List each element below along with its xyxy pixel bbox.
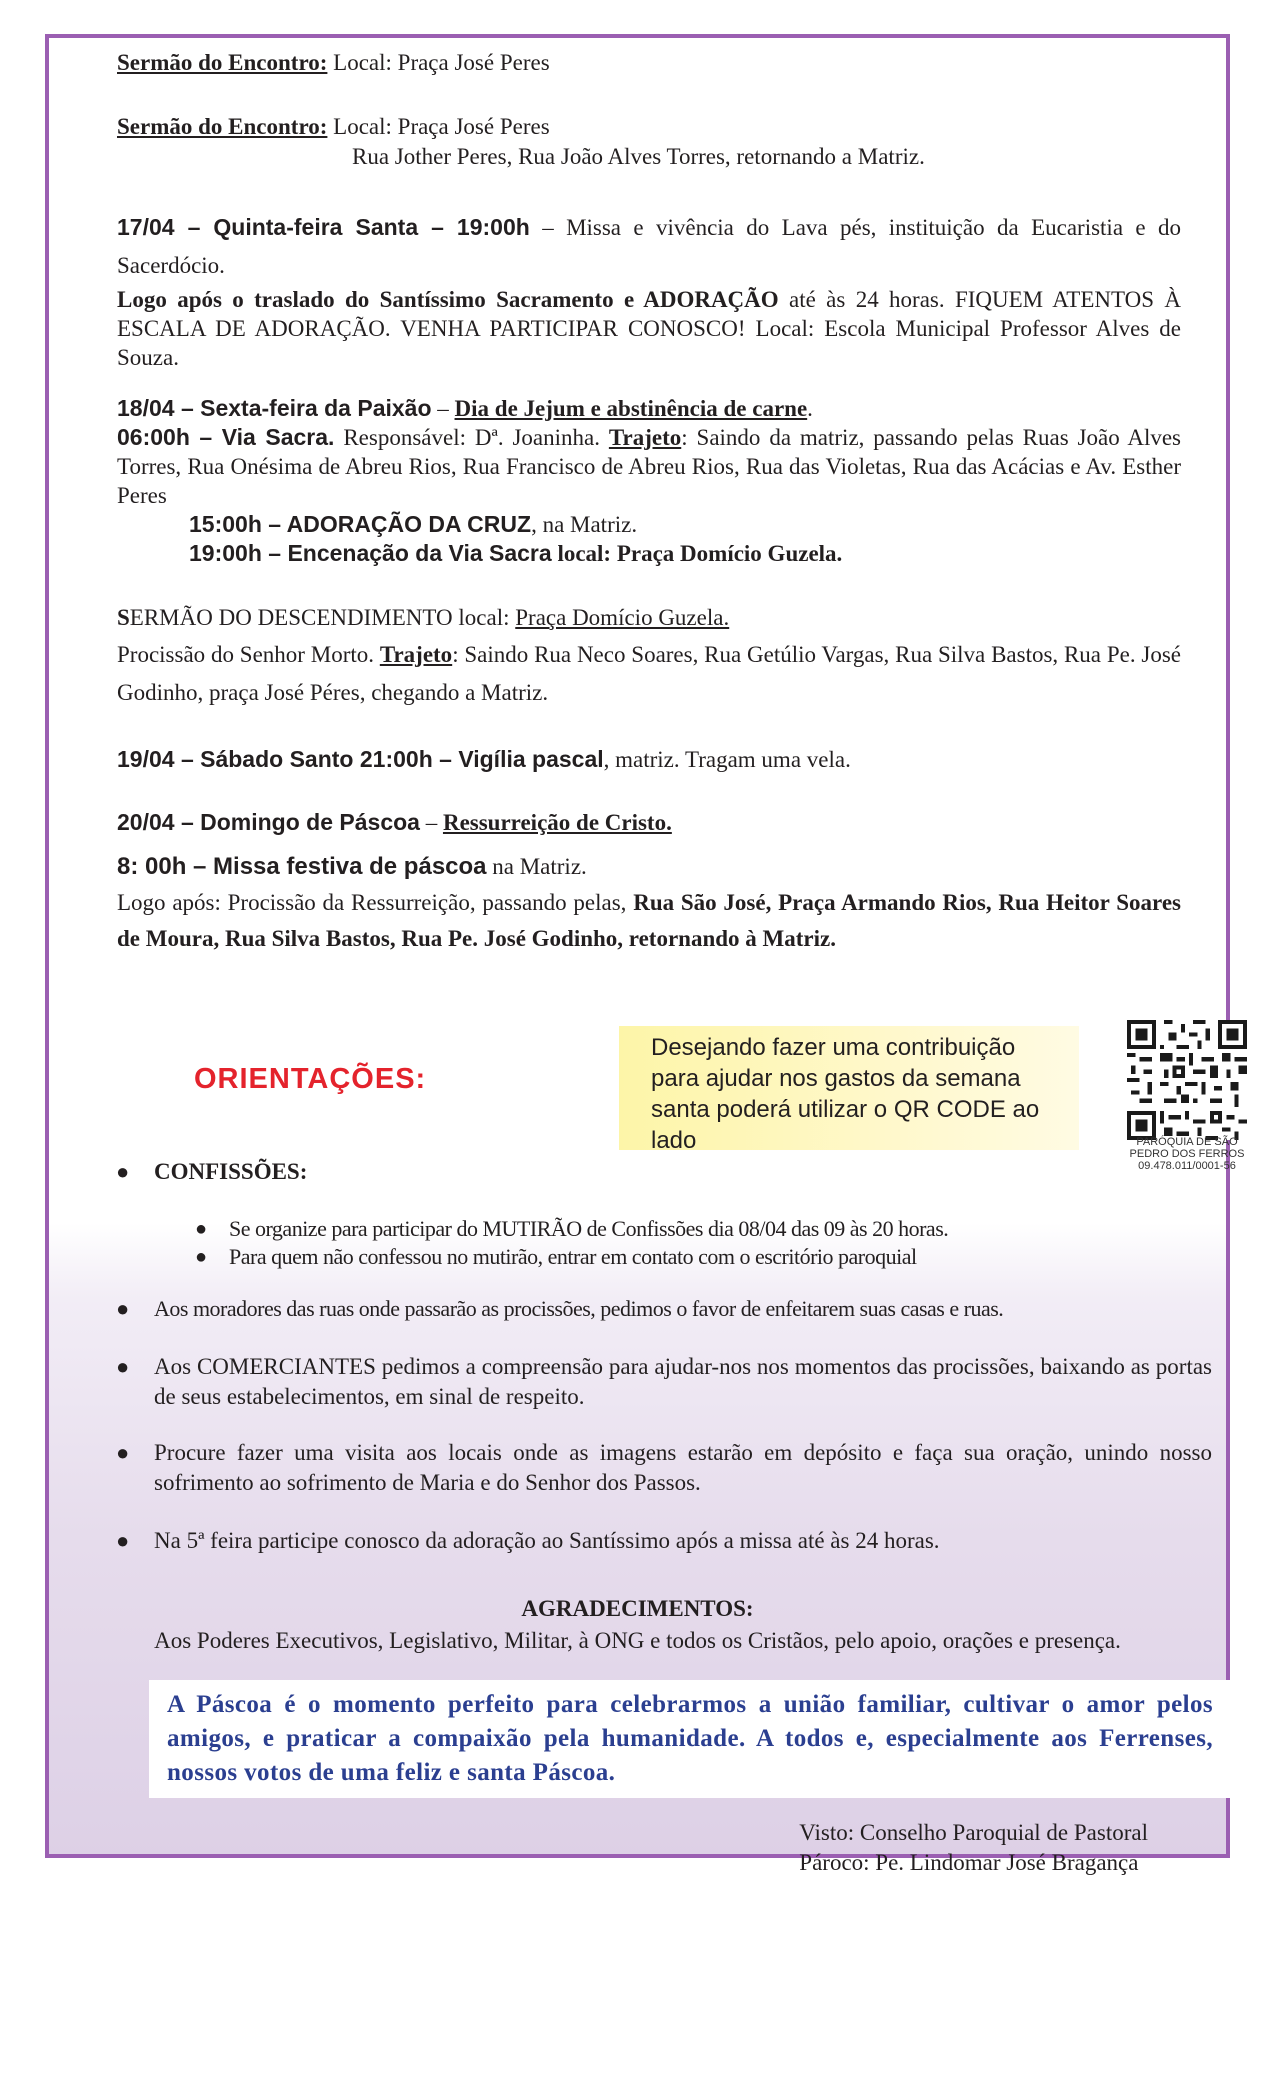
quinta-text: – Missa e vivência do Lava pés, instituição da Eucaristia e do Sacerdócio. bbox=[117, 215, 1181, 278]
adoracao-cruz: 15:00h – ADORAÇÃO DA CRUZ bbox=[189, 511, 532, 537]
bullet-sub-mutirao bbox=[195, 1214, 949, 1244]
encenacao-text: local: Praça Domício Guzela. bbox=[551, 541, 843, 566]
sermao-label: Sermão do Encontro: bbox=[117, 114, 328, 139]
bullet-comerciantes bbox=[116, 1352, 1212, 1412]
qr-caption-line: PEDRO DOS FERROS bbox=[1129, 1148, 1245, 1160]
trajeto-label: Trajeto bbox=[608, 425, 682, 450]
donation-box: Desejando fazer uma contribuição para ajudar nos gastos da semana santa poderá utilizar o QR CODE ao lado bbox=[619, 1026, 1079, 1150]
via-sacra-text: Responsável: Dª. Joaninha. bbox=[334, 425, 609, 450]
bullet-dot: ● bbox=[116, 1159, 130, 1184]
sabado-text: , matriz. Tragam uma vela. bbox=[603, 747, 851, 772]
sabado-block bbox=[117, 744, 1181, 775]
bullet-dot: ● bbox=[116, 1354, 130, 1379]
trajeto-label: Trajeto bbox=[379, 642, 453, 667]
adoracao-text: , na Matriz. bbox=[531, 512, 638, 537]
sermao-first-letter: S bbox=[117, 605, 130, 630]
sexta-feira-block bbox=[117, 394, 1181, 568]
page-frame bbox=[45, 34, 1245, 1875]
quinta-feira-block bbox=[117, 208, 1181, 372]
qr-code-icon[interactable] bbox=[1127, 1020, 1247, 1140]
mutirao-text: Se organize para participar do MUTIRÃO de Confissões dia 08/04 das 09 às 20 horas. bbox=[229, 1216, 949, 1241]
quinta-text2: até às 24 horas. FIQUEM ATENTOS À ESCALA DE ADORAÇÃO. VENHA PARTICIPAR CONOSCO! Local: Escola Municipal Professor Alves de Souza. bbox=[117, 287, 1181, 370]
qr-caption-line: 09.478.011/0001-56 bbox=[1138, 1160, 1236, 1172]
via-sacra-time: 06:00h – Via Sacra. bbox=[117, 424, 335, 450]
quinta-heading: 17/04 – Quinta-feira Santa – 19:00h bbox=[117, 214, 530, 240]
sermao-route: Rua Jother Peres, Rua João Alves Torres, retornando a Matriz. bbox=[352, 144, 925, 169]
bullet-visita bbox=[116, 1438, 1212, 1498]
after-route: Rua São José, Praça Armando Rios, Rua Heitor Soares de Moura, Rua Silva Bastos, Rua Pe. José Godinho, retornando à Matriz. bbox=[117, 890, 1181, 951]
signature-line: Visto: Conselho Paroquial de Pastoral bbox=[799, 1820, 1148, 1845]
sabado-heading: 19/04 – Sábado Santo 21:00h – Vigília pascal bbox=[117, 746, 604, 772]
bullet-dot: ● bbox=[195, 1218, 207, 1240]
descendimento-block bbox=[117, 600, 1181, 712]
bullet-moradores bbox=[116, 1294, 1004, 1324]
agradecimentos-title: AGRADECIMENTOS: bbox=[521, 1596, 754, 1621]
sermao-descendimento: ERMÃO DO DESCENDIMENTO local: bbox=[129, 605, 516, 630]
sermao-encontro-1 bbox=[117, 48, 1181, 78]
procissao-text: Procissão do Senhor Morto. bbox=[117, 642, 380, 667]
sermao-label: Sermão do Encontro: bbox=[117, 50, 328, 75]
orientacoes-title: ORIENTAÇÕES: bbox=[194, 1063, 427, 1095]
bullet-confissoes bbox=[116, 1157, 308, 1187]
jejum-text: Dia de Jejum e abstinência de carne bbox=[454, 396, 808, 421]
signature bbox=[799, 1818, 1148, 1878]
bullet-quinta-feira bbox=[116, 1526, 940, 1556]
domingo-block bbox=[117, 804, 1181, 957]
qr-caption bbox=[1111, 1136, 1263, 1172]
sermao-location: Local: Praça José Peres bbox=[327, 114, 550, 139]
confissoes-label: CONFISSÕES: bbox=[154, 1159, 308, 1184]
sermao-encontro-2 bbox=[117, 112, 1181, 172]
via-sacra-route: : Saindo da matriz, passando pelas Ruas João Alves Torres, Rua Onésima de Abreu Rios, Rua Francisco de Abreu Rios, Rua das Violetas, Rua das Acácias e Av. Esther Peres bbox=[117, 425, 1181, 508]
signature-line: Pároco: Pe. Lindomar José Bragança bbox=[799, 1850, 1139, 1875]
bullet-dot: ● bbox=[116, 1440, 130, 1465]
ressurreicao: Ressurreição de Cristo. bbox=[442, 810, 672, 835]
bullet-dot: ● bbox=[116, 1296, 129, 1321]
bullet-sub-escritorio bbox=[195, 1242, 917, 1272]
quinta-feira-text: Na 5ª feira participe conosco da adoração ao Santíssimo após a missa até às 24 horas. bbox=[154, 1528, 940, 1553]
period: . bbox=[807, 396, 813, 421]
agradecimentos-text: Aos Poderes Executivos, Legislativo, Militar, à ONG e todos os Cristãos, pelo apoio, orações e presença. bbox=[154, 1628, 1121, 1653]
escritorio-text: Para quem não confessou no mutirão, entrar em contato com o escritório paroquial bbox=[229, 1244, 917, 1269]
procissao-route: : Saindo Rua Neco Soares, Rua Getúlio Vargas, Rua Silva Bastos, Rua Pe. José Godinho, praça José Péres, chegando a Matriz. bbox=[117, 642, 1181, 705]
missa-text: na Matriz. bbox=[486, 854, 587, 879]
comerciantes-text: Aos COMERCIANTES pedimos a compreensão para ajudar-nos nos momentos das procissões, baixando as portas de seus estabelecimentos, em sinal de respeito. bbox=[154, 1354, 1212, 1409]
missa-festiva: 8: 00h – Missa festiva de páscoa bbox=[117, 853, 487, 880]
bullet-dot: ● bbox=[195, 1246, 207, 1268]
after-text: Logo após: Procissão da Ressurreição, passando pelas, bbox=[117, 890, 634, 915]
moradores-text: Aos moradores das ruas onde passarão as procissões, pedimos o favor de enfeitarem suas casas e ruas. bbox=[154, 1296, 1004, 1321]
easter-message: A Páscoa é o momento perfeito para celebrarmos a união familiar, cultivar o amor pelos amigos, e praticar a compaixão pela humanidade. A todos e, especialmente aos Ferrenses, nossos votos de uma feliz e santa Páscoa. bbox=[149, 1680, 1241, 1798]
bullet-dot: ● bbox=[116, 1528, 130, 1553]
visita-text: Procure fazer uma visita aos locais onde as imagens estarão em depósito e faça sua oração, unindo nosso sofrimento ao sofrimento de Maria e do Senhor dos Passos. bbox=[154, 1440, 1212, 1495]
sexta-heading: 18/04 – Sexta-feira da Paixão bbox=[117, 395, 432, 421]
encenacao: 19:00h – Encenação da Via Sacra bbox=[189, 540, 552, 566]
sermao-location: Local: Praça José Peres bbox=[327, 50, 550, 75]
domingo-heading: 20/04 – Domingo de Páscoa bbox=[117, 809, 420, 835]
sermao-place: Praça Domício Guzela. bbox=[515, 605, 730, 630]
dash: – bbox=[419, 810, 443, 835]
dash: – bbox=[431, 396, 455, 421]
quinta-bold: Logo após o traslado do Santíssimo Sacramento e ADORAÇÃO bbox=[117, 287, 779, 312]
qr-caption-line: PARÓQUIA DE SÃO bbox=[1136, 1136, 1238, 1148]
